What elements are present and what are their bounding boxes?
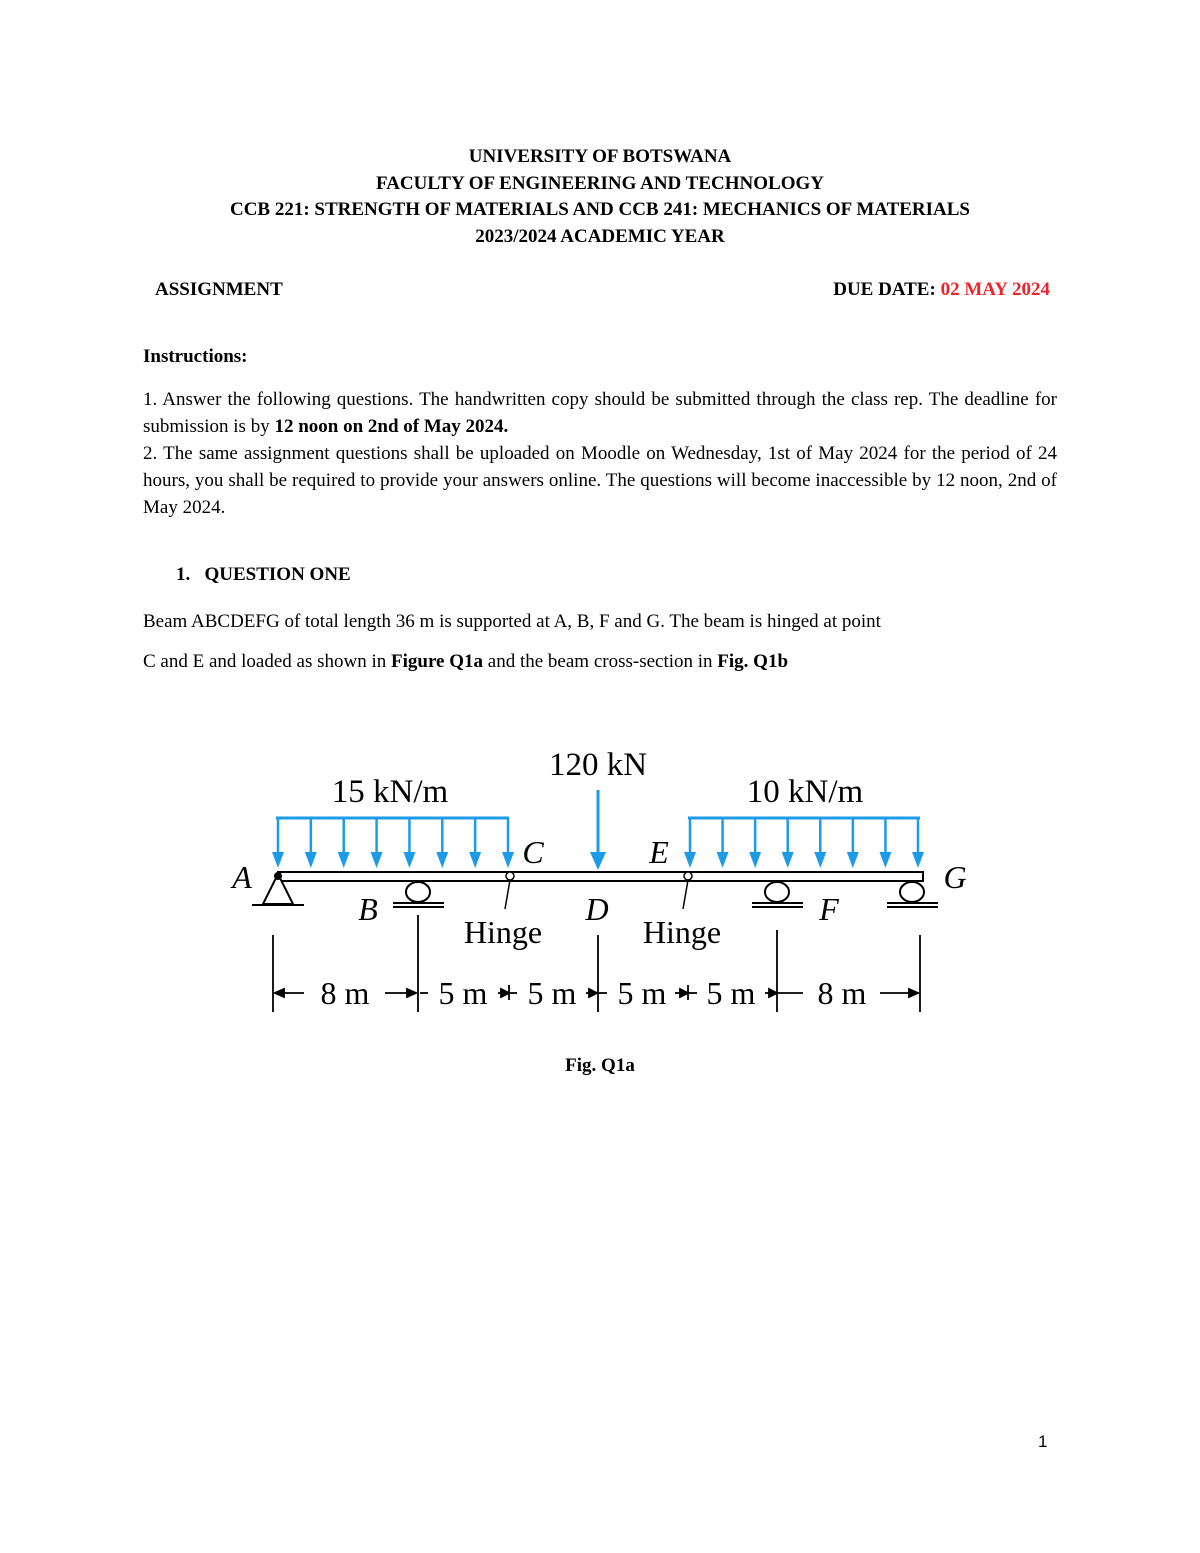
support-g-roller <box>887 882 938 907</box>
load-right-arrow <box>684 818 696 868</box>
hinge-c-label: Hinge <box>463 914 543 950</box>
due-date <box>833 279 1050 301</box>
university-name: UNIVERSITY OF BOTSWANA <box>468 146 732 167</box>
question-line-2c: and the beam cross-section in <box>487 651 713 672</box>
due-date-label: DUE DATE: <box>833 279 936 300</box>
load-right-arrow <box>749 818 761 868</box>
question-line-1: Beam ABCDEFG of total length 36 m is supported at A, B, F and G. The beam is hinged at point <box>143 611 881 632</box>
point-f-label: F <box>819 891 839 927</box>
faculty-name: FACULTY OF ENGINEERING AND TECHNOLOGY <box>376 172 824 194</box>
load-right-arrow <box>814 818 826 868</box>
dim-ef: 5 m <box>706 975 756 1011</box>
figure-caption: Fig. Q1a <box>565 1055 635 1076</box>
dim-bc: 5 m <box>438 975 488 1011</box>
hinge-e-label: Hinge <box>642 914 722 950</box>
question-line-2a: C and E and loaded as shown in <box>143 651 387 672</box>
load-right-label: 10 kN/m <box>746 774 864 810</box>
support-f-roller <box>752 882 803 907</box>
point-b-label: B <box>358 891 378 927</box>
instruction-item-1 <box>143 386 1057 440</box>
load-right-arrow <box>782 818 794 868</box>
beam-figure <box>225 730 985 1030</box>
course-title: CCB 221: STRENGTH OF MATERIALS AND CCB 241: MECHANICS OF MATERIALS <box>229 199 970 220</box>
right-load-arrows <box>684 818 924 868</box>
assignment-row <box>155 279 1050 301</box>
point-e-label: E <box>649 834 669 870</box>
beam <box>278 872 923 881</box>
distributed-load-right <box>684 818 924 868</box>
question-title: QUESTION ONE <box>204 564 351 585</box>
instruction-1-text: 1. Answer the following questions. The handwritten copy should be submitted through the class rep. The deadline for submission is by <box>143 389 1057 437</box>
point-load-arrow <box>590 790 606 870</box>
point-a-label: A <box>232 859 252 895</box>
point-load-label: 120 kN <box>548 747 648 783</box>
point-c-label: C <box>522 834 544 870</box>
support-b-roller <box>393 882 444 907</box>
assignment-label: ASSIGNMENT <box>155 279 283 300</box>
figure-ref-q1a: Figure Q1a <box>391 651 484 672</box>
hinge-c-leader <box>505 880 510 909</box>
load-left-arrow <box>403 818 415 868</box>
point-g-label: G <box>943 859 967 895</box>
document-header <box>0 144 1200 250</box>
load-right-arrow <box>912 818 924 868</box>
instruction-item-2 <box>143 440 1057 521</box>
load-left-arrow <box>436 818 448 868</box>
academic-year: 2023/2024 ACADEMIC YEAR <box>475 225 725 247</box>
question-body <box>143 602 1063 682</box>
dim-ab: 8 m <box>320 975 370 1011</box>
load-left-arrow <box>305 818 317 868</box>
load-left-arrow <box>272 818 284 868</box>
left-load-arrows <box>272 818 514 868</box>
instructions-heading: Instructions: <box>143 346 248 367</box>
dim-cd: 5 m <box>527 975 577 1011</box>
load-right-arrow <box>879 818 891 868</box>
dim-fg: 8 m <box>817 975 867 1011</box>
load-left-label: 15 kN/m <box>331 774 449 810</box>
load-left-arrow <box>502 818 514 868</box>
instruction-1-deadline: 12 noon on 2nd of May 2024. <box>274 416 509 437</box>
load-right-arrow <box>847 818 859 868</box>
instruction-2-text: 2. The same assignment questions shall be uploaded on Moodle on Wednesday, 1st of May 2024 for the period of 24 hours, you shall be required to provide your answers online. The questions will become inaccessible by 12 noon, 2nd of May 2024. <box>143 443 1057 518</box>
load-left-arrow <box>338 818 350 868</box>
due-date-value: 02 MAY 2024 <box>940 279 1050 300</box>
question-heading <box>176 564 351 586</box>
load-right-arrow <box>717 818 729 868</box>
point-d-label: D <box>585 891 609 927</box>
question-number: 1. <box>176 564 191 585</box>
hinge-c <box>506 872 514 880</box>
load-left-arrow <box>371 818 383 868</box>
hinge-e <box>684 872 692 880</box>
hinge-e-leader <box>683 880 688 909</box>
question-line-2 <box>143 642 1063 682</box>
distributed-load-left <box>272 818 514 868</box>
dim-de: 5 m <box>617 975 667 1011</box>
page-number: 1 <box>1038 1432 1048 1451</box>
load-left-arrow <box>469 818 481 868</box>
figure-ref-q1b: Fig. Q1b <box>717 651 789 672</box>
